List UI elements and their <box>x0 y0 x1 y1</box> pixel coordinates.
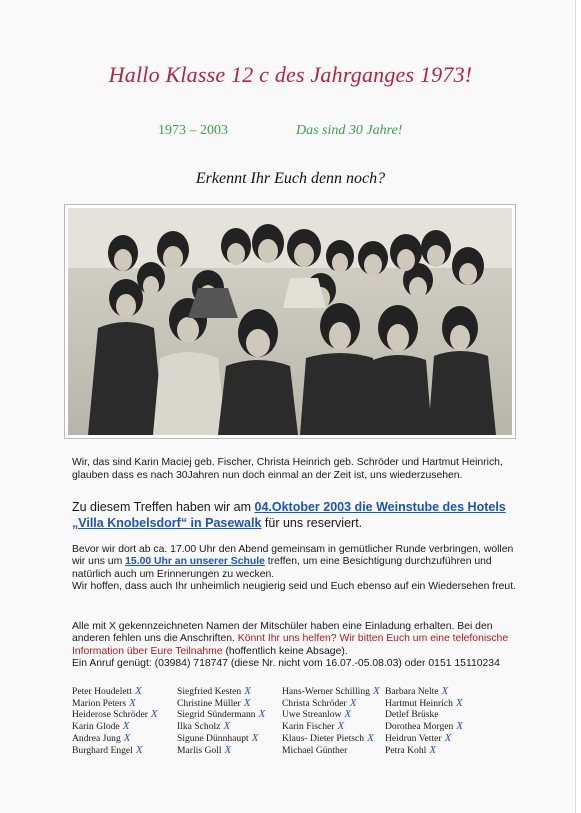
name-entry <box>385 709 463 721</box>
name-entry <box>385 733 463 745</box>
name-text: Marion Peters <box>72 697 127 709</box>
invite-request: Könnt Ihr uns helfen? Wir bitten Euch um eine telefonische Information über Eure Teilnahme <box>72 633 509 657</box>
name-entry <box>282 709 380 721</box>
name-text: Klaus- Dieter Pietsch <box>282 732 365 744</box>
invited-mark-icon: X <box>123 731 131 744</box>
name-entry <box>72 721 158 733</box>
name-text: Heiderose Schröder <box>72 709 148 721</box>
invited-mark-icon: X <box>134 685 142 697</box>
name-text: Siegrid Sündermann <box>177 709 256 721</box>
name-text: Christine Müller <box>177 697 241 709</box>
invited-mark-icon: X <box>122 720 130 733</box>
name-entry <box>72 698 158 710</box>
invite-text-2: (hoffentlich keine Absage). <box>222 645 348 657</box>
name-text: Siegfried Kesten <box>177 686 242 697</box>
name-text: Petra Kohl <box>385 744 427 756</box>
name-text: Heidrun Vetter <box>385 732 442 744</box>
name-entry <box>72 709 158 721</box>
school-time-link[interactable]: 15.00 Uhr an unserer Schule <box>125 556 265 568</box>
name-text: Ilka Scholz <box>177 721 221 733</box>
invited-mark-icon: X <box>367 731 374 744</box>
name-text: Barbara Nelte <box>385 686 439 697</box>
invited-mark-icon: X <box>344 708 352 721</box>
name-text: Christa Schröder <box>282 697 347 709</box>
name-entry <box>282 745 380 757</box>
meeting-text-before: Zu diesem Treffen haben wir am <box>72 500 255 514</box>
name-text: Michael Günther <box>282 744 348 756</box>
names-column-2 <box>177 686 265 756</box>
years-note: Das sind 30 Jahre! <box>296 123 403 138</box>
name-entry <box>177 709 265 721</box>
name-entry <box>282 733 380 745</box>
name-entry <box>177 698 265 710</box>
name-text: Detlef Brüske <box>385 709 439 721</box>
invited-mark-icon: X <box>429 743 437 756</box>
invite-text-1: Alle mit X gekennzeichneten Namen der Mitschüler haben eine Einladung erhalten. Bei den anderen fehlen uns die Anschriften. <box>72 621 493 645</box>
invited-mark-icon: X <box>251 731 259 744</box>
meeting-announcement <box>72 499 522 531</box>
name-text: Hartmut Heinrich <box>385 697 453 709</box>
invited-mark-icon: X <box>441 685 449 697</box>
names-column-1 <box>72 686 158 756</box>
invited-mark-icon: X <box>372 685 380 697</box>
name-text: Karin Glode <box>72 721 120 733</box>
program-text-3: Wir hoffen, dass auch Ihr unheimlich neugierig seid und Euch ebenso auf ein Wiedersehen freut. <box>72 581 516 593</box>
name-entry <box>177 733 265 745</box>
invited-mark-icon: X <box>444 731 452 744</box>
intro-text: Wir, das sind Karin Maciej geb. Fischer, Christa Heinrich geb. Schröder und Hartmut Heinrich, glauben dass es nach 30Jahren nun doch einmal an der Zeit ist, uns wiederzusehen. <box>72 457 503 481</box>
name-text: Peter Houdelett <box>72 686 132 697</box>
program-text-2: treffen, um eine Besichtigung durchzuführen und natürlich auch um Erinnerungen zu wecken. <box>72 556 492 580</box>
invited-mark-icon: X <box>349 696 357 709</box>
invited-mark-icon: X <box>243 696 251 709</box>
invite-paragraph <box>72 621 520 671</box>
years-range: 1973 – 2003 <box>158 123 228 138</box>
name-text: Dorothea Morgen <box>385 721 454 733</box>
name-entry <box>385 721 463 733</box>
invited-mark-icon: X <box>150 708 158 721</box>
name-entry <box>282 721 380 733</box>
name-entry <box>385 686 463 698</box>
names-column-4 <box>385 686 463 756</box>
question-heading: Erkennt Ihr Euch denn noch? <box>195 170 386 187</box>
letter-title: Hallo Klasse 12 c des Jahrganges 1973! <box>108 62 473 87</box>
name-text: Sigune Dünnhaupt <box>177 732 249 744</box>
name-entry <box>72 686 158 698</box>
program-paragraph <box>72 544 520 594</box>
venue-link[interactable]: 04.Oktober 2003 die Weinstube des Hotels „Villa Knobelsdorf“ in Pasewalk <box>72 500 506 530</box>
name-entry <box>385 745 463 757</box>
name-text: Marlis Goll <box>177 744 222 756</box>
invited-mark-icon: X <box>456 720 464 733</box>
name-text: Hans-Werner Schilling <box>282 686 370 697</box>
name-entry <box>72 745 158 757</box>
invited-mark-icon: X <box>337 720 345 733</box>
class-photo-image <box>68 208 512 435</box>
name-text: Uwe Streanlow <box>282 709 342 721</box>
invited-mark-icon: X <box>135 743 143 756</box>
invited-mark-icon: X <box>224 743 232 756</box>
name-entry <box>282 698 380 710</box>
name-entry <box>385 698 463 710</box>
name-entry <box>282 686 380 698</box>
phone-line: Ein Anruf genügt: (03984) 718747 (diese Nr. nicht vom 16.07.-05.08.03) oder 0151 15110234 <box>72 658 500 670</box>
meeting-text-after: für uns reserviert. <box>261 516 363 530</box>
name-entry <box>177 686 265 698</box>
name-text: Andrea Jung <box>72 732 121 744</box>
program-text-1: Bevor wir dort ab ca. 17.00 Uhr den Abend gemeinsam in gemütlicher Runde verbringen, wollen wir uns um <box>72 544 514 568</box>
invited-mark-icon: X <box>258 708 266 721</box>
name-text: Burghard Engel <box>72 744 133 756</box>
name-entry <box>177 745 265 757</box>
class-photo <box>64 204 516 439</box>
invited-mark-icon: X <box>455 696 463 709</box>
invited-mark-icon: X <box>223 720 231 733</box>
name-entry <box>72 733 158 745</box>
name-text: Karin Fischer <box>282 721 335 733</box>
names-column-3 <box>282 686 380 756</box>
invited-mark-icon: X <box>244 685 251 697</box>
invited-mark-icon: X <box>129 696 136 709</box>
